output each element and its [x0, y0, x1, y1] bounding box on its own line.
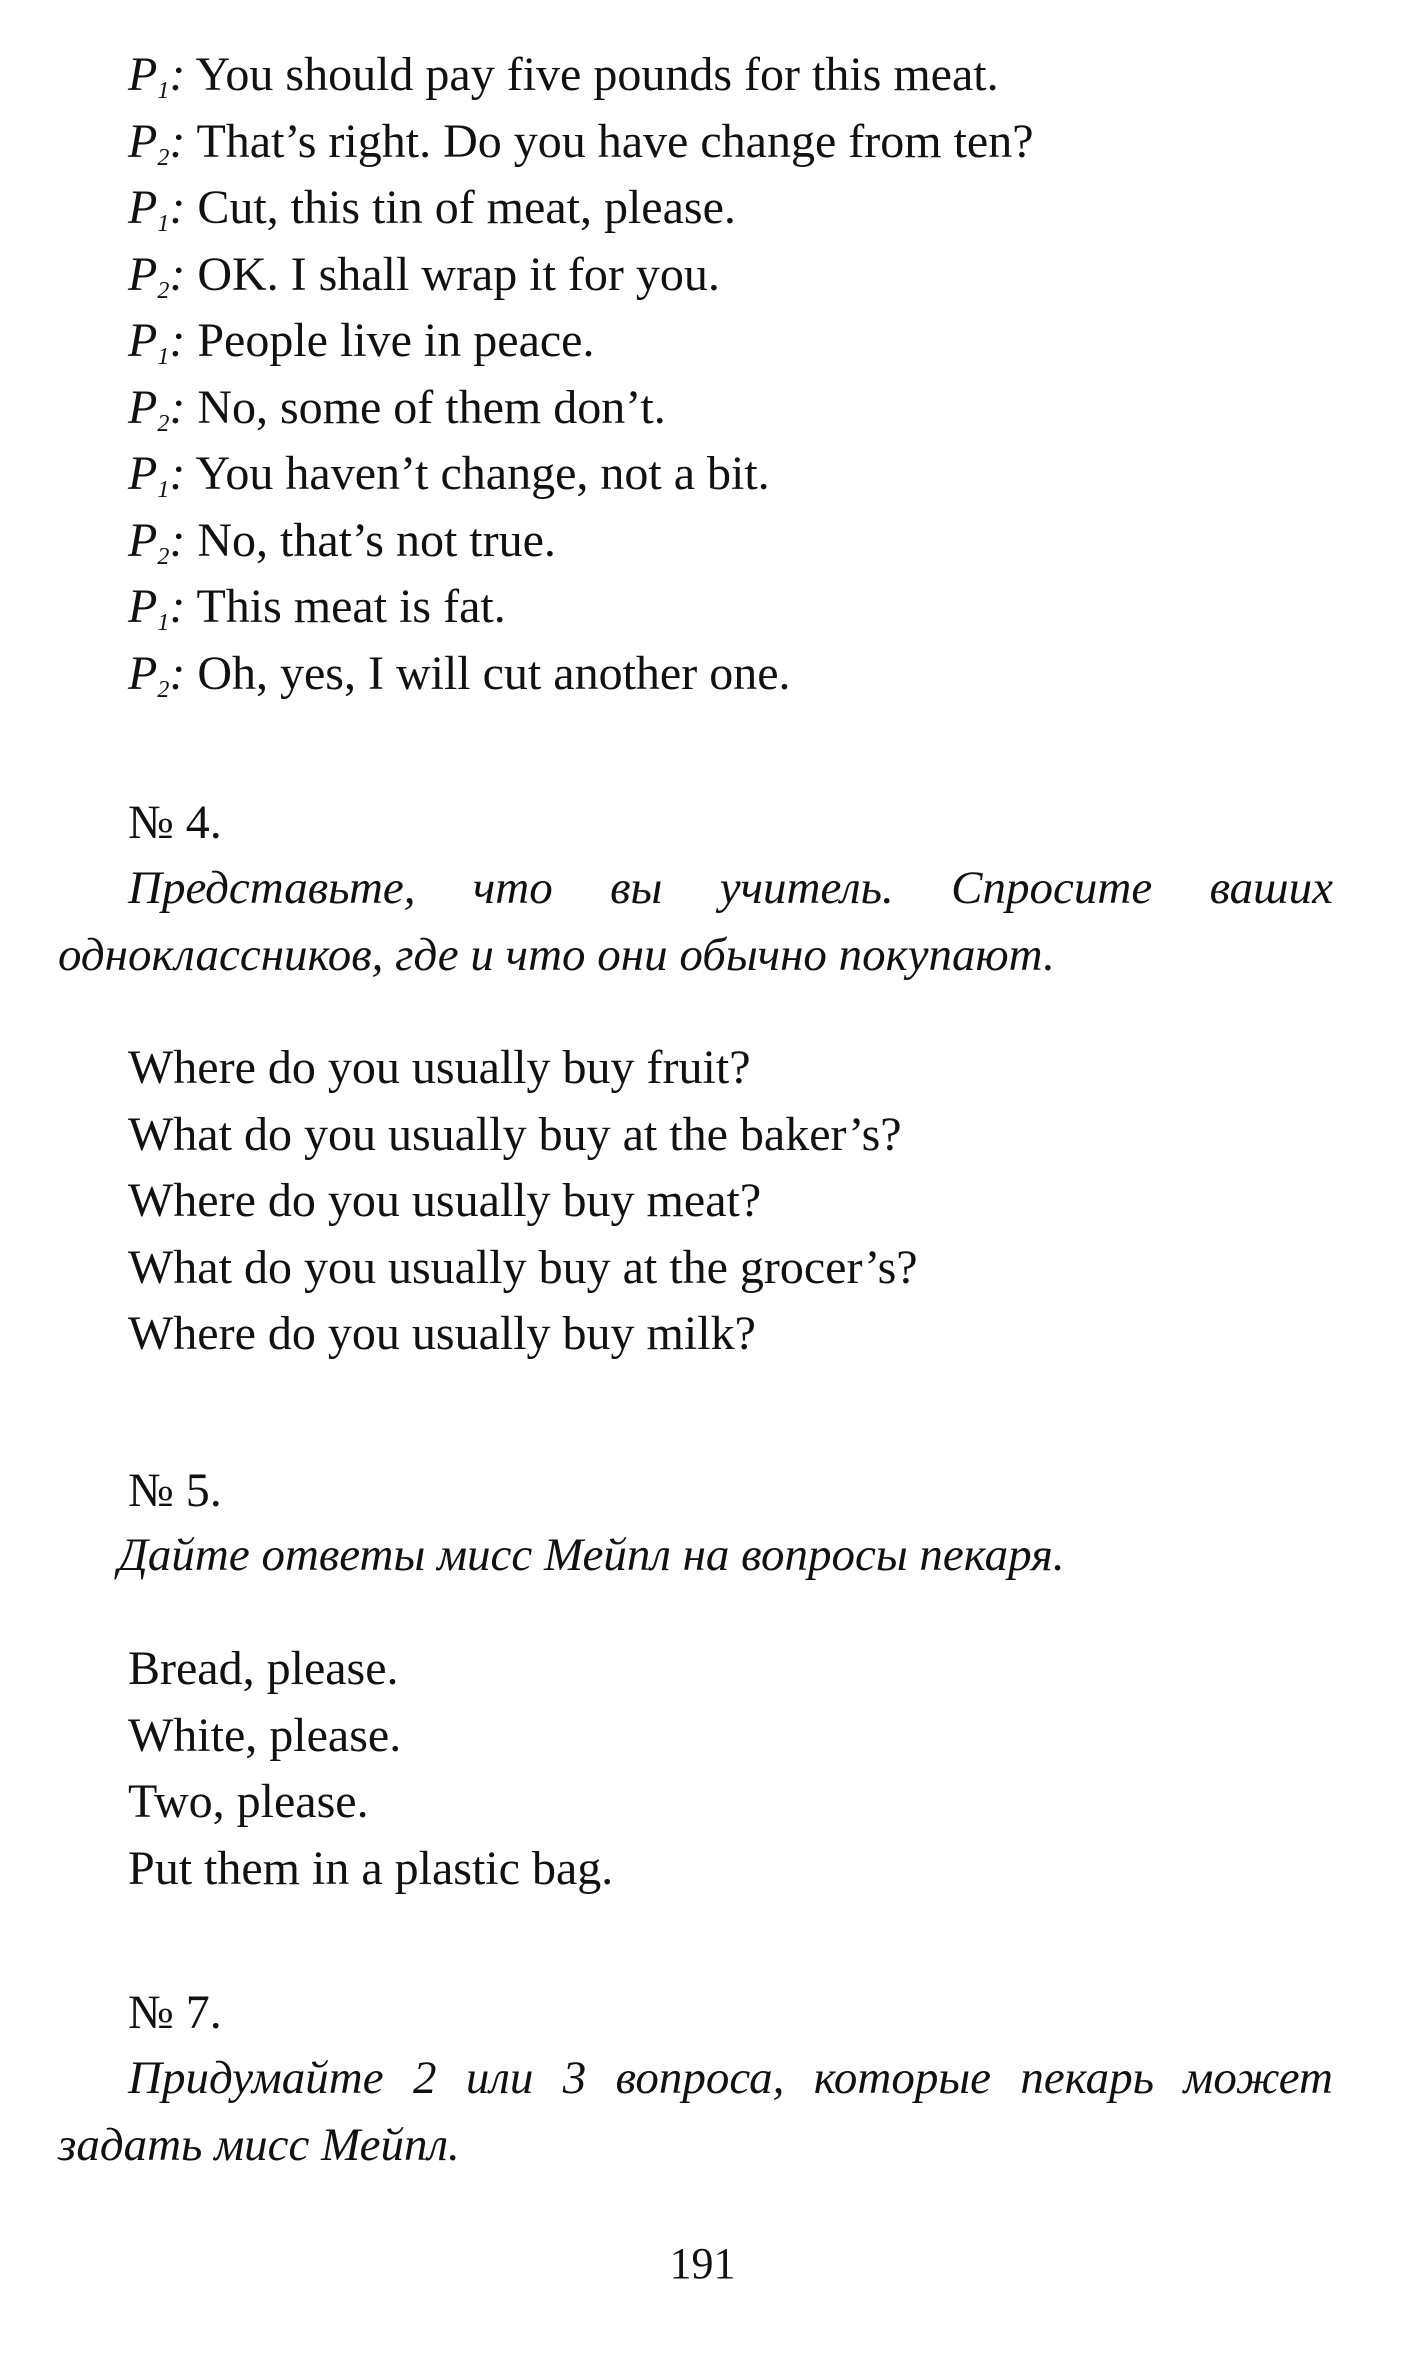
dialogue-text: Cut, this tin of meat, please.	[197, 181, 736, 234]
dialogue-text: You haven’t change, not a bit.	[195, 447, 770, 500]
speaker-label: $P_1$:	[128, 48, 186, 104]
answer-line: Two, please.	[128, 1775, 369, 1828]
speaker-label: $P_1$:	[128, 181, 186, 237]
answer-line: Put them in a plastic bag.	[128, 1841, 614, 1895]
speaker-label: $P_1$:	[128, 580, 186, 636]
dialogue-line	[128, 441, 1308, 508]
dialogue-text: This meat is fat.	[196, 580, 506, 633]
dialogue-line	[128, 508, 1308, 575]
exercise-5-number: № 5.	[128, 1464, 222, 1517]
exercise-4-instruction: Представьте, что вы учитель. Спросите ваших одноклассников, где и что они обычно покупают.	[58, 862, 1333, 981]
exercise-5-answers	[128, 1636, 1308, 1902]
exercise-7-instruction: Придумайте 2 или 3 вопроса, которые пекарь может задать мисс Мейпл.	[58, 2052, 1333, 2171]
exercise-5-instruction: Дайте ответы мисс Мейпл на вопросы пекаря.	[118, 1529, 1065, 1581]
speaker-label: $P_2$:	[128, 513, 186, 570]
dialogue-text: People live in peace.	[197, 314, 595, 367]
dialogue-line	[128, 308, 1308, 375]
dialogue-text: No, some of them don’t.	[197, 380, 666, 434]
speaker-label: $P_2$:	[128, 247, 186, 304]
dialogue-line	[128, 109, 1308, 176]
answer-line: What do you usually buy at the baker’s?	[128, 1107, 902, 1161]
dialogue-block	[128, 42, 1308, 707]
dialogue-text: OK. I shall wrap it for you.	[197, 247, 720, 301]
dialogue-line	[128, 42, 1308, 109]
exercise-7-number: № 7.	[128, 1986, 222, 2039]
answer-line: What do you usually buy at the grocer’s?	[128, 1240, 918, 1294]
dialogue-line	[128, 242, 1308, 309]
speaker-label: $P_1$:	[128, 314, 186, 370]
answer-line: Where do you usually buy fruit?	[128, 1041, 751, 1094]
speaker-label: $P_2$:	[128, 646, 186, 703]
answer-line: Where do you usually buy meat?	[128, 1174, 762, 1227]
page-number: 191	[669, 2239, 736, 2288]
answer-line: White, please.	[128, 1708, 402, 1762]
exercise-4-answers	[128, 1035, 1308, 1368]
answer-line: Where do you usually buy milk?	[128, 1307, 756, 1360]
speaker-label: $P_2$:	[128, 114, 186, 171]
dialogue-text: No, that’s not true.	[197, 513, 556, 567]
dialogue-text: That’s right. Do you have change from ten?	[196, 114, 1034, 168]
dialogue-line	[128, 175, 1308, 242]
speaker-label: $P_2$:	[128, 380, 186, 437]
exercise-4-number: № 4.	[128, 796, 222, 849]
dialogue-text: Oh, yes, I will cut another one.	[197, 646, 791, 700]
dialogue-line	[128, 574, 1308, 641]
dialogue-line	[128, 375, 1308, 442]
dialogue-text: You should pay five pounds for this meat.	[195, 48, 999, 101]
dialogue-line	[128, 641, 1308, 708]
answer-line: Bread, please.	[128, 1642, 399, 1695]
speaker-label: $P_1$:	[128, 447, 186, 503]
